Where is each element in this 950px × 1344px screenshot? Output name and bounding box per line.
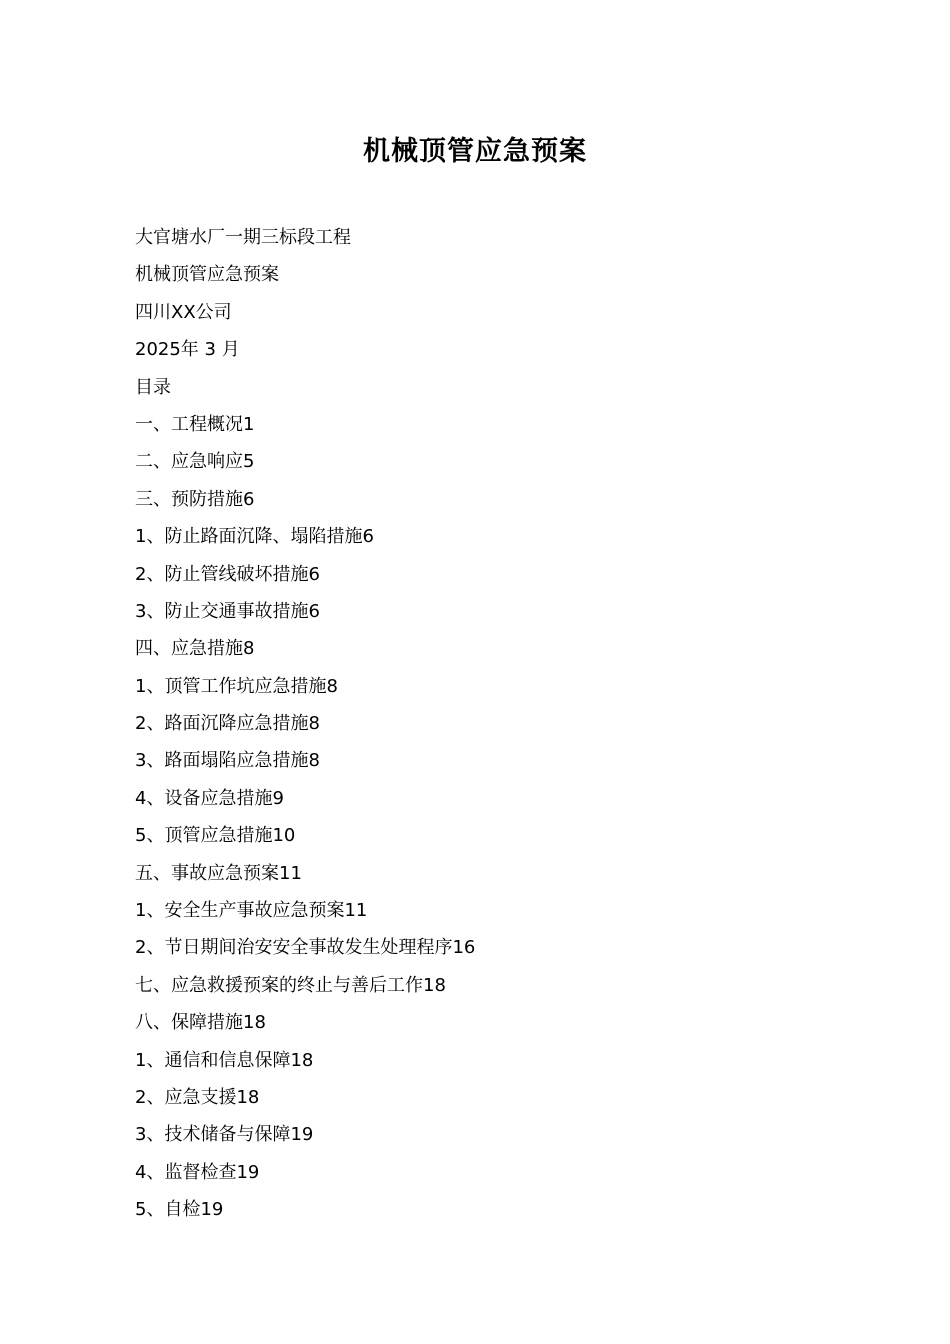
cover-company: 四川XX公司 (135, 301, 232, 323)
toc-item: 3、防止交通事故措施6 (135, 600, 320, 622)
toc-item: 4、监督检查19 (135, 1161, 260, 1183)
toc-item: 1、防止路面沉降、塌陷措施6 (135, 526, 374, 548)
toc-item: 3、路面塌陷应急措施8 (135, 750, 320, 772)
toc-item: 七、应急救援预案的终止与善后工作18 (135, 974, 446, 996)
toc-item: 五、事故应急预案11 (135, 862, 302, 884)
toc-item: 5、自检19 (135, 1199, 224, 1221)
toc-item: 1、通信和信息保障18 (135, 1049, 314, 1071)
cover-project-name: 大官塘水厂一期三标段工程 (135, 227, 351, 248)
toc-item: 四、应急措施8 (135, 638, 255, 660)
toc-item: 八、保障措施18 (135, 1012, 266, 1034)
toc-heading: 目录 (135, 376, 171, 398)
toc-item: 一、工程概况1 (135, 413, 255, 435)
toc-item: 3、技术储备与保障19 (135, 1124, 314, 1146)
toc-item: 2、应急支援18 (135, 1086, 260, 1108)
cover-date: 2025年 3 月 (135, 339, 240, 361)
table-of-contents (135, 406, 835, 1229)
toc-item: 2、节日期间治安安全事故发生处理程序16 (135, 937, 476, 959)
toc-item: 1、安全生产事故应急预案11 (135, 900, 368, 922)
toc-item: 5、顶管应急措施10 (135, 825, 296, 847)
toc-item: 4、设备应急措施9 (135, 787, 284, 809)
toc-item: 2、防止管线破坏措施6 (135, 563, 320, 585)
toc-item: 2、路面沉降应急措施8 (135, 713, 320, 735)
toc-item: 二、应急响应5 (135, 451, 255, 473)
toc-item: 1、顶管工作坑应急措施8 (135, 675, 338, 697)
document-title: 机械顶管应急预案 (363, 136, 587, 167)
cover-subtitle: 机械顶管应急预案 (135, 264, 279, 286)
document-body (135, 219, 835, 1229)
toc-item: 三、预防措施6 (135, 488, 255, 510)
